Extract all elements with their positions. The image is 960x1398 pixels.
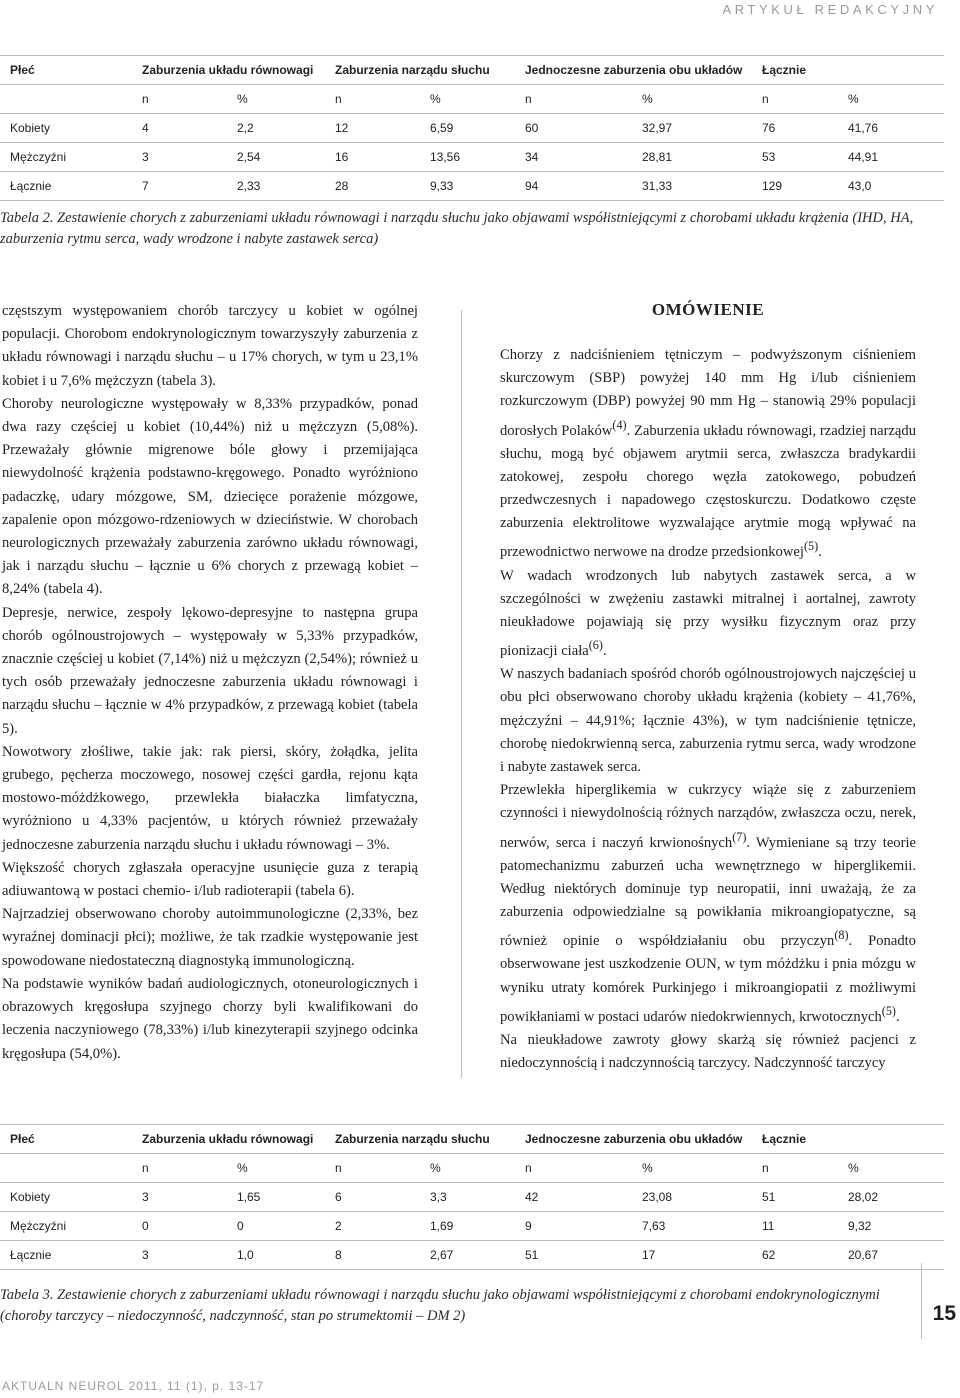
- paragraph: Większość chorych zgłaszała operacyjne usunięcie guza z terapią adiuwantową w postaci chemio- i/lub radioterapii (tabela 6).: [2, 859, 418, 900]
- table-cell: 3,3: [420, 1183, 515, 1212]
- table-cell: 13,56: [420, 143, 515, 172]
- caption-label: Tabela 2.: [0, 210, 54, 226]
- citation: (7): [732, 829, 747, 844]
- table-cell: 23,08: [632, 1183, 752, 1212]
- table-cell: 2,67: [420, 1241, 515, 1270]
- table-cell: 1,0: [227, 1241, 325, 1270]
- page-number: 15: [932, 1302, 956, 1325]
- table-cell: 11: [752, 1212, 838, 1241]
- table-cell: 28,02: [838, 1183, 944, 1212]
- table-cell: Łącznie: [0, 1241, 132, 1270]
- table-cell: 53: [752, 143, 838, 172]
- text-run: Przewlekła hiperglikemia w cukrzycy wiąże się z zaburzeniem czynności i niewydolnością różnych narządów, zwłaszcza oczu, nerek, nerwów, serca i naczyń krwionośnych: [500, 782, 916, 851]
- paragraph: Choroby neurologiczne występowały w 8,33% przypadków, ponad dwa razy częściej u kobiet (10,44%) niż u mężczyzn (5,08%). Przeważały głównie migrenowe bóle głowy i przemijająca niewydolność krążenia podstawno-kręgowego. Ponadto wyróżniono padaczkę, udary mózgowe, SM, dziecięce porażenie mózgowe, zapalenie opon mózgowo-rdzeniowych w dzieciństwie. W chorobach neurologicznych przeważały zaburzenia zarówno układu równowagi, jak i narządu słuchu – łącznie u 6% chorych z przewagą kobiet – 8,24% (tabela 4).: [2, 395, 418, 598]
- header-cell: Zaburzenia układu równowagi: [132, 1125, 325, 1154]
- text-run: .: [602, 643, 607, 660]
- subheader-cell: %: [420, 85, 515, 114]
- table-row: [0, 1212, 944, 1241]
- citation: (6): [588, 638, 603, 653]
- subheader-cell: [0, 1154, 132, 1183]
- table-cell: 2,33: [227, 172, 325, 201]
- paragraph: częstszym występowaniem chorób tarczycy u kobiet w ogólnej populacji. Chorobom endokrynologicznym towarzyszyły zaburzenia z układu równowagi i narządu słuchu – u 17% chorych, w tym u 23,1% kobiet i u 7,6% mężczyzn (tabela 3).: [2, 303, 418, 389]
- table-cell: 9,33: [420, 172, 515, 201]
- table-subheader-row: [0, 85, 944, 114]
- table-row: [0, 143, 944, 172]
- paragraph: Depresje, nerwice, zespoły lękowo-depresyjne to następna grupa chorób ogólnoustrojowych – występowały w 5,33% przypadków, znacznie częściej u kobiet (7,14%) niż u mężczyzn (2,54%); również u tych osób przeważały jednoczesne zaburzenia układu równowagi i narządu słuchu – łącznie w 4% przypadków, z przewagą kobiet (tabela 5).: [2, 604, 418, 737]
- subheader-cell: %: [227, 1154, 325, 1183]
- header-cell: Jednoczesne zaburzenia obu układów: [515, 1125, 752, 1154]
- subheader-cell: n: [132, 1154, 227, 1183]
- table-subheader-row: [0, 1154, 944, 1183]
- header-cell: Zaburzenia narządu słuchu: [325, 56, 515, 85]
- paragraph: Nowotwory złośliwe, takie jak: rak piersi, skóry, żołądka, jelita grubego, pęcherza moczowego, nosowej części gardła, rejonu kąta mostowo-móżdżkowego, przewlekła białaczka limfatyczna, wyróżniono u 4,33% pacjentów, u których również przeważały jednoczesne zaburzenia narządu słuchu i układu równowagi – 3%.: [2, 743, 418, 853]
- citation: (4): [612, 417, 627, 432]
- table-cell: 51: [752, 1183, 838, 1212]
- column-divider: [461, 310, 462, 1078]
- table-cell: 62: [752, 1241, 838, 1270]
- subheader-cell: %: [838, 1154, 944, 1183]
- subheader-cell: %: [838, 85, 944, 114]
- table-cell: Kobiety: [0, 1183, 132, 1212]
- subheader-cell: n: [515, 85, 632, 114]
- table-cell: 9: [515, 1212, 632, 1241]
- text-run: . Zaburzenia układu równowagi, rzadziej narządu słuchu, mogą być objawem arytmii serca, zwłaszcza bradykardii zatokowej, zespołu chorego węzła zatokowego, pobudzeń przedwczesnych i napadowego częstoskurczu. Dodatkowo częste zaburzenia elektrolitowe wyzwalające arytmie mogą wpływać na przewodnictwo nerwowe na drodze przedsionkowej: [500, 422, 916, 561]
- table-cell: 17: [632, 1241, 752, 1270]
- table-cell: 2,54: [227, 143, 325, 172]
- table-cell: 94: [515, 172, 632, 201]
- citation: (8): [834, 928, 849, 943]
- table-cell: 2: [325, 1212, 420, 1241]
- table-cell: Łącznie: [0, 172, 132, 201]
- table-cell: 60: [515, 114, 632, 143]
- header-cell: Łącznie: [752, 56, 944, 85]
- table-cell: 0: [132, 1212, 227, 1241]
- header-cell: Zaburzenia narządu słuchu: [325, 1125, 515, 1154]
- table-row: [0, 1183, 944, 1212]
- subheader-cell: n: [515, 1154, 632, 1183]
- caption-label: Tabela 3.: [0, 1287, 54, 1303]
- table-cell: 0: [227, 1212, 325, 1241]
- paragraph: W naszych badaniach spośród chorób ogólnoustrojowych najczęściej u obu płci obserwowano choroby układu krążenia (kobiety – 41,76%, mężczyźni – 44,91%; łącznie 43%), w tym nadciśnienie tętnicze, chorobę niedokrwienną serca, zaburzenia rytmu serca, wady wrodzone i nabyte zastawek serca.: [500, 666, 916, 776]
- header-cell: Płeć: [0, 56, 132, 85]
- table-row: [0, 114, 944, 143]
- table-3: [0, 1124, 944, 1270]
- subheader-cell: n: [752, 85, 838, 114]
- table-cell: 34: [515, 143, 632, 172]
- text-run: .: [895, 1008, 900, 1025]
- table-header-row: [0, 1125, 944, 1154]
- table-cell: 31,33: [632, 172, 752, 201]
- header-cell: Zaburzenia układu równowagi: [132, 56, 325, 85]
- table-cell: 51: [515, 1241, 632, 1270]
- table-header-row: [0, 56, 944, 85]
- table-row: [0, 1241, 944, 1270]
- header-cell: Łącznie: [752, 1125, 944, 1154]
- table-cell: Mężczyźni: [0, 1212, 132, 1241]
- paragraph: Najrzadziej obserwowano choroby autoimmunologiczne (2,33%, bez wyraźnej dominacji płci); możliwe, że tak rzadkie występowanie jest spowodowane niedostateczną diagnostyką immunologiczną.: [2, 906, 418, 969]
- paragraph: [500, 565, 916, 664]
- table-cell: 3: [132, 1183, 227, 1212]
- table-cell: 4: [132, 114, 227, 143]
- table-cell: 28: [325, 172, 420, 201]
- subheader-cell: n: [752, 1154, 838, 1183]
- table-cell: 20,67: [838, 1241, 944, 1270]
- table-cell: 7,63: [632, 1212, 752, 1241]
- table-2: [0, 55, 944, 201]
- section-header: ARTYKUŁ REDAKCYJNY: [722, 2, 938, 17]
- subheader-cell: n: [325, 1154, 420, 1183]
- table-cell: 8: [325, 1241, 420, 1270]
- table-cell: 9,32: [838, 1212, 944, 1241]
- table-cell: 41,76: [838, 114, 944, 143]
- text-run: Chorzy z nadciśnieniem tętniczym – podwyższonym ciśnieniem skurczowym (SBP) powyżej 140 mm Hg i/lub ciśnieniem rozkurczowym (DBP) powyżej 90 mm Hg – stanowią 29% populacji dorosłych Polaków: [500, 347, 916, 439]
- left-column: [2, 300, 418, 1066]
- table-cell: 3: [132, 143, 227, 172]
- citation: (5): [881, 1003, 896, 1018]
- subheader-cell: %: [632, 85, 752, 114]
- table-cell: 1,65: [227, 1183, 325, 1212]
- page-number-divider: [921, 1263, 922, 1339]
- subheader-cell: [0, 85, 132, 114]
- table-cell: 6,59: [420, 114, 515, 143]
- paragraph: [500, 344, 916, 565]
- table-cell: 44,91: [838, 143, 944, 172]
- table-cell: 12: [325, 114, 420, 143]
- table-cell: 76: [752, 114, 838, 143]
- table-cell: 1,69: [420, 1212, 515, 1241]
- table-cell: Mężczyźni: [0, 143, 132, 172]
- table-3-caption: [0, 1285, 920, 1327]
- table-cell: 43,0: [838, 172, 944, 201]
- text-run: .: [818, 544, 822, 561]
- text-run: . Ponadto obserwowane jest uszkodzenie OUN, w tym móżdżku i pnia mózgu w wyniku utraty komórek Purkinjego i mikroangiopatii z możliwymi powikłaniami w postaci udarów niedokrwiennych, krwotocznych: [500, 933, 916, 1025]
- table-cell: Kobiety: [0, 114, 132, 143]
- table-cell: 42: [515, 1183, 632, 1212]
- table-cell: 28,81: [632, 143, 752, 172]
- subheader-cell: n: [325, 85, 420, 114]
- header-cell: Płeć: [0, 1125, 132, 1154]
- table-cell: 32,97: [632, 114, 752, 143]
- paragraph: [500, 779, 916, 1029]
- citation: (5): [803, 539, 819, 554]
- header-cell: Jednoczesne zaburzenia obu układów: [515, 56, 752, 85]
- subheader-cell: %: [420, 1154, 515, 1183]
- subheader-cell: n: [132, 85, 227, 114]
- table-2-caption: [0, 208, 920, 250]
- caption-text: Zestawienie chorych z zaburzeniami układu równowagi i narządu słuchu jako objawami współistniejącymi z chorobami endokrynologicznymi (choroby tarczycy – niedoczynność, nadczynność, stan po strumektomii – DM 2): [0, 1287, 880, 1324]
- table-cell: 3: [132, 1241, 227, 1270]
- table-cell: 129: [752, 172, 838, 201]
- paragraph: Na nieukładowe zawroty głowy skarżą się również pacjenci z niedoczynnością i nadczynnością tarczycy. Nadczynność tarczycy: [500, 1031, 916, 1072]
- journal-footer: AKTUALN NEUROL 2011, 11 (1), p. 13-17: [2, 1379, 265, 1393]
- subheader-cell: %: [632, 1154, 752, 1183]
- subheader-cell: %: [227, 85, 325, 114]
- table-cell: 2,2: [227, 114, 325, 143]
- right-column: [500, 344, 916, 1075]
- paragraph: Na podstawie wyników badań audiologicznych, otoneurologicznych i obrazowych kręgosłupa szyjnego chorzy byli kwalifikowani do leczenia naczyniowego (78,33%) i/lub kinezyterapii szyjnego odcinka kręgosłupa (54,0%).: [2, 975, 418, 1062]
- table-cell: 6: [325, 1183, 420, 1212]
- section-title: OMÓWIENIE: [651, 300, 765, 319]
- table-cell: 16: [325, 143, 420, 172]
- caption-text: Zestawienie chorych z zaburzeniami układu równowagi i narządu słuchu jako objawami współistniejącymi z chorobami układu krążenia (IHD, HA, zaburzenia rytmu serca, wady wrodzone i nabyte zastawek serca): [0, 210, 914, 247]
- text-run: W wadach wrodzonych lub nabytych zastawek serca, a w szczególności w zwężeniu zastawki mitralnej i aortalnej, zawroty nieukładowe pojawiają się przy wysiłku fizycznym oraz przy pionizacji ciała: [500, 567, 916, 660]
- table-cell: 7: [132, 172, 227, 201]
- text-run: . Wymieniane są trzy teorie patomechanizmu zaburzeń ucha wewnętrznego w hiperglikemii. Według niektórych dominuje typ neuropatii, inni uważają, że za zaburzenia odpowiedzialne są powikłania mikroangiopatyczne, są również opinie o współdziałaniu obu przyczyn: [500, 834, 916, 950]
- table-row: [0, 172, 944, 201]
